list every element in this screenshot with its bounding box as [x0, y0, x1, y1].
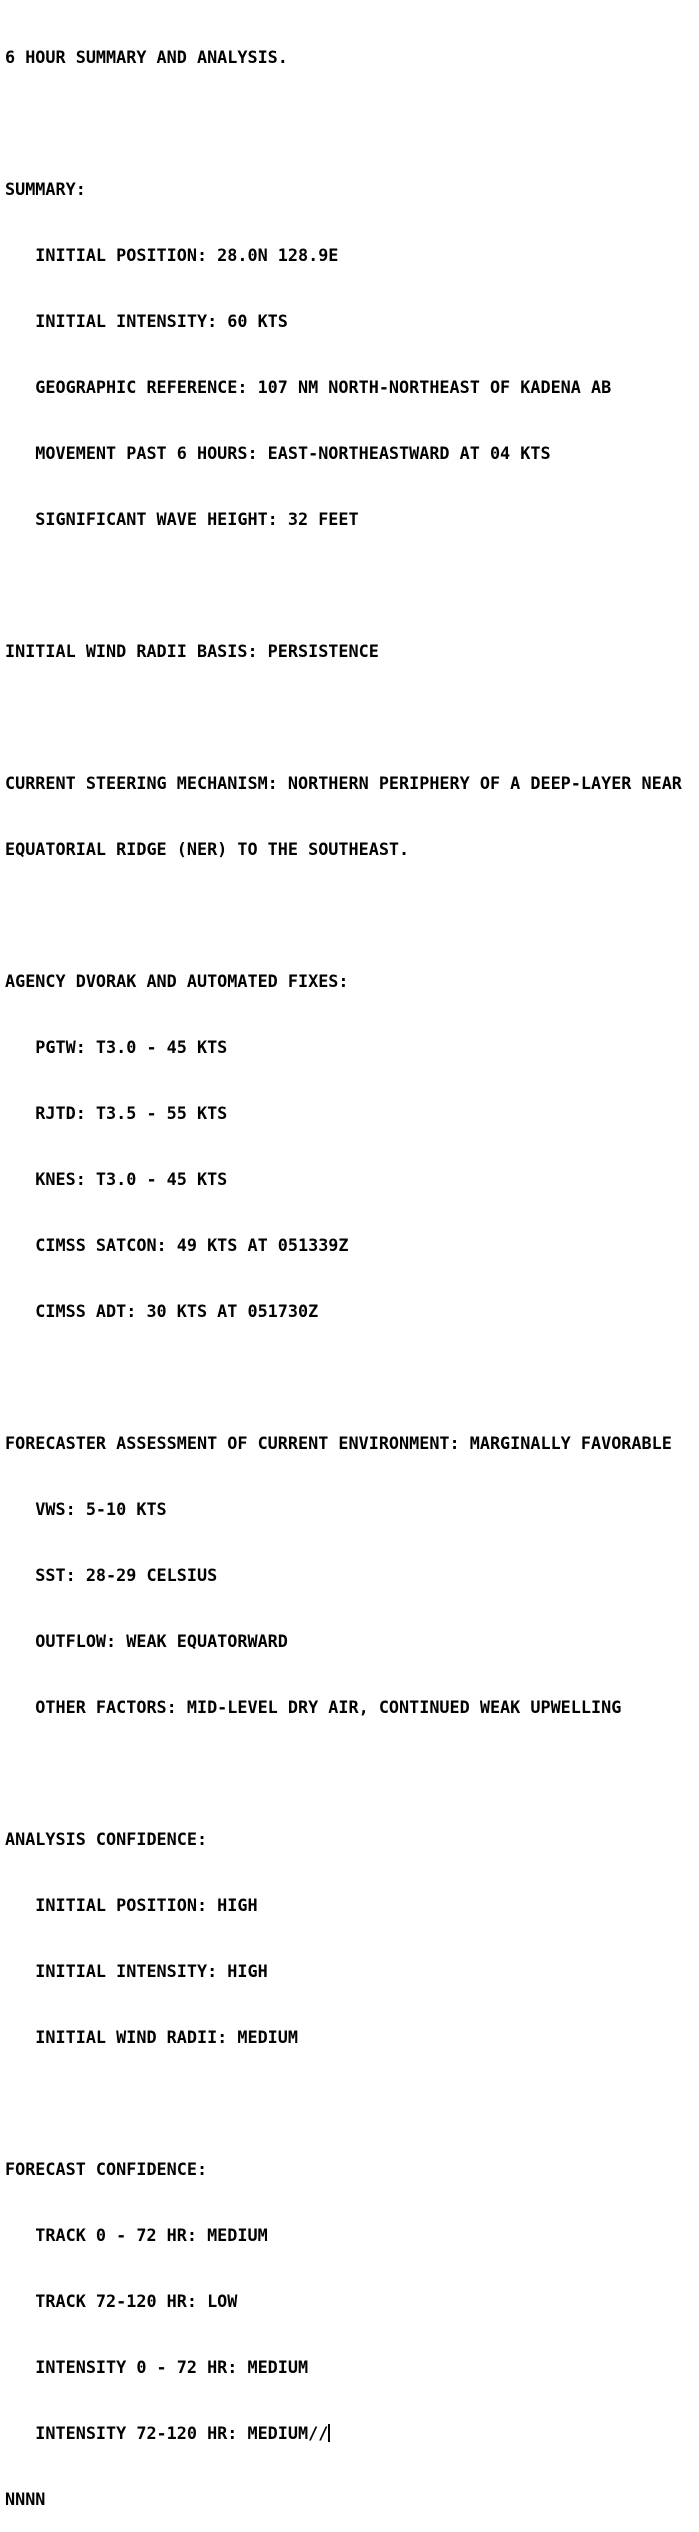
text-line-content: INITIAL WIND RADII BASIS: PERSISTENCE: [5, 641, 379, 661]
text-line-content: INITIAL WIND RADII: MEDIUM: [5, 2027, 298, 2047]
text-line-content: AGENCY DVORAK AND AUTOMATED FIXES:: [5, 971, 349, 991]
text-line: [5, 508, 697, 530]
text-line: [5, 376, 697, 398]
text-line: [5, 442, 697, 464]
text-line: [5, 640, 697, 662]
text-line: [5, 244, 697, 266]
text-line-content: GEOGRAPHIC REFERENCE: 107 NM NORTH-NORTHEAST OF KADENA AB: [5, 377, 612, 397]
text-line: [5, 1630, 697, 1652]
text-line-content: CIMSS ADT: 30 KTS AT 051730Z: [5, 1301, 319, 1321]
text-line-blank: [5, 904, 697, 926]
text-line: [5, 2290, 697, 2312]
text-line: [5, 1828, 697, 1850]
text-line-content: NNNN: [5, 2489, 46, 2509]
text-line-blank: [5, 706, 697, 728]
text-line: [5, 1300, 697, 1322]
text-line: [5, 2026, 697, 2048]
text-line: [5, 2356, 697, 2378]
text-line-content: PGTW: T3.0 - 45 KTS: [5, 1037, 228, 1057]
text-line: [5, 2158, 697, 2180]
text-line: [5, 1564, 697, 1586]
text-line: [5, 1960, 697, 1982]
text-line-content: INITIAL INTENSITY: 60 KTS: [5, 311, 288, 331]
text-line-blank: [5, 1366, 697, 1388]
text-line-content: RJTD: T3.5 - 55 KTS: [5, 1103, 228, 1123]
text-line: [5, 1696, 697, 1718]
text-line-content: SUMMARY:: [5, 179, 86, 199]
text-line-blank: [5, 112, 697, 134]
text-line-content: OTHER FACTORS: MID-LEVEL DRY AIR, CONTINUED WEAK UPWELLING: [5, 1697, 622, 1717]
text-line-content: CURRENT STEERING MECHANISM: NORTHERN PERIPHERY OF A DEEP-LAYER NEAR: [5, 773, 682, 793]
text-line: [5, 1432, 697, 1454]
text-line: [5, 178, 697, 200]
text-line-content: CIMSS SATCON: 49 KTS AT 051339Z: [5, 1235, 349, 1255]
text-line-content: EQUATORIAL RIDGE (NER) TO THE SOUTHEAST.: [5, 839, 410, 859]
text-line-content: OUTFLOW: WEAK EQUATORWARD: [5, 1631, 288, 1651]
text-line: [5, 1234, 697, 1256]
text-line-content: KNES: T3.0 - 45 KTS: [5, 1169, 228, 1189]
text-line-content: MOVEMENT PAST 6 HOURS: EAST-NORTHEASTWARD AT 04 KTS: [5, 443, 551, 463]
text-line: [5, 970, 697, 992]
text-line-content: INITIAL INTENSITY: HIGH: [5, 1961, 268, 1981]
text-line: [5, 2224, 697, 2246]
text-line: [5, 2488, 697, 2510]
text-line-content: INTENSITY 72-120 HR: MEDIUM//: [5, 2423, 329, 2443]
text-line: [5, 1102, 697, 1124]
text-line-content: TRACK 0 - 72 HR: MEDIUM: [5, 2225, 268, 2245]
text-line-blank: [5, 574, 697, 596]
text-line-content: INTENSITY 0 - 72 HR: MEDIUM: [5, 2357, 309, 2377]
text-line: [5, 838, 697, 860]
text-line: [5, 772, 697, 794]
text-line-blank: [5, 2092, 697, 2114]
text-line-content: FORECAST CONFIDENCE:: [5, 2159, 208, 2179]
text-cursor-caret: [328, 2424, 330, 2442]
text-line-with-cursor: [5, 2422, 697, 2444]
text-line-blank: [5, 1762, 697, 1784]
text-line: [5, 46, 697, 68]
text-line-content: INITIAL POSITION: HIGH: [5, 1895, 258, 1915]
text-line-content: ANALYSIS CONFIDENCE:: [5, 1829, 208, 1849]
text-line: [5, 1498, 697, 1520]
text-line: [5, 1894, 697, 1916]
text-line-content: SST: 28-29 CELSIUS: [5, 1565, 218, 1585]
text-line-content: FORECASTER ASSESSMENT OF CURRENT ENVIRONMENT: MARGINALLY FAVORABLE: [5, 1433, 672, 1453]
text-line: [5, 1168, 697, 1190]
text-line-content: VWS: 5-10 KTS: [5, 1499, 167, 1519]
text-line: [5, 1036, 697, 1058]
text-line-content: SIGNIFICANT WAVE HEIGHT: 32 FEET: [5, 509, 359, 529]
text-line: [5, 310, 697, 332]
text-line-content: 6 HOUR SUMMARY AND ANALYSIS.: [5, 47, 288, 67]
text-line-content: INITIAL POSITION: 28.0N 128.9E: [5, 245, 339, 265]
text-line-content: TRACK 72-120 HR: LOW: [5, 2291, 238, 2311]
